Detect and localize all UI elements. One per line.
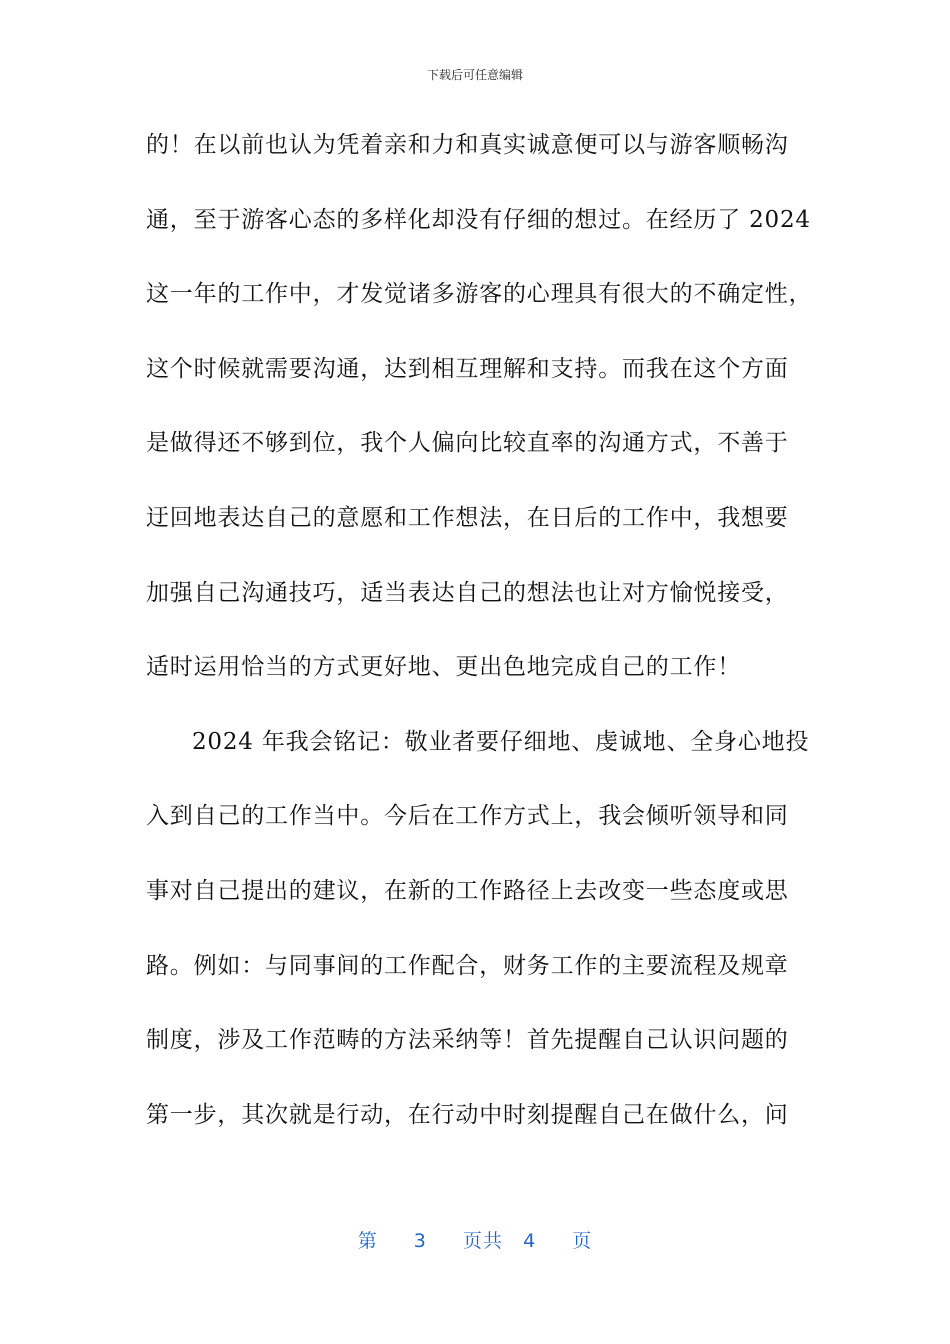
paragraph-start-line: 2024 年我会铭记：敬业者要仔细地、虔诚地、全身心地投 [192, 728, 810, 755]
text-line: 适时运用恰当的方式更好地、更出色地完成自己的工作！ [146, 654, 741, 681]
text-line: 入到自己的工作当中。今后在工作方式上，我会倾听领导和同 [146, 803, 789, 830]
text-line: 是做得还不够到位，我个人偏向比较直率的沟通方式，不善于 [146, 430, 789, 457]
footer-middle: 页共 [462, 1230, 503, 1252]
text-line: 迂回地表达自己的意愿和工作想法，在日后的工作中，我想要 [146, 504, 789, 531]
current-page-number: 3 [413, 1230, 427, 1252]
text-line: 第一步，其次就是行动，在行动中时刻提醒自己在做什么，问 [146, 1101, 789, 1128]
page-header-note: 下载后可任意编辑 [426, 68, 523, 82]
text-line: 这个时候就需要沟通，达到相互理解和支持。而我在这个方面 [146, 355, 789, 382]
text-line: 加强自己沟通技巧，适当表达自己的想法也让对方愉悦接受， [146, 579, 789, 606]
document-body [146, 120, 813, 1164]
text-line: 制度，涉及工作范畴的方法采纳等！首先提醒自己认识问题的 [146, 1027, 789, 1054]
text-line: 这一年的工作中，才发觉诸多游客的心理具有很大的不确定性， [146, 281, 813, 308]
footer-prefix: 第 [357, 1230, 378, 1252]
text-line: 事对自己提出的建议，在新的工作路径上去改变一些态度或思 [146, 877, 789, 904]
text-line: 路。例如：与同事间的工作配合，财务工作的主要流程及规章 [146, 952, 789, 979]
page-footer [0, 1226, 950, 1253]
footer-suffix: 页 [572, 1230, 593, 1252]
text-line: 通，至于游客心态的多样化却没有仔细的想过。在经历了 2024 [146, 206, 811, 233]
text-line: 的！在以前也认为凭着亲和力和真实诚意便可以与游客顺畅沟 [146, 132, 789, 158]
total-pages-number: 4 [523, 1230, 537, 1252]
